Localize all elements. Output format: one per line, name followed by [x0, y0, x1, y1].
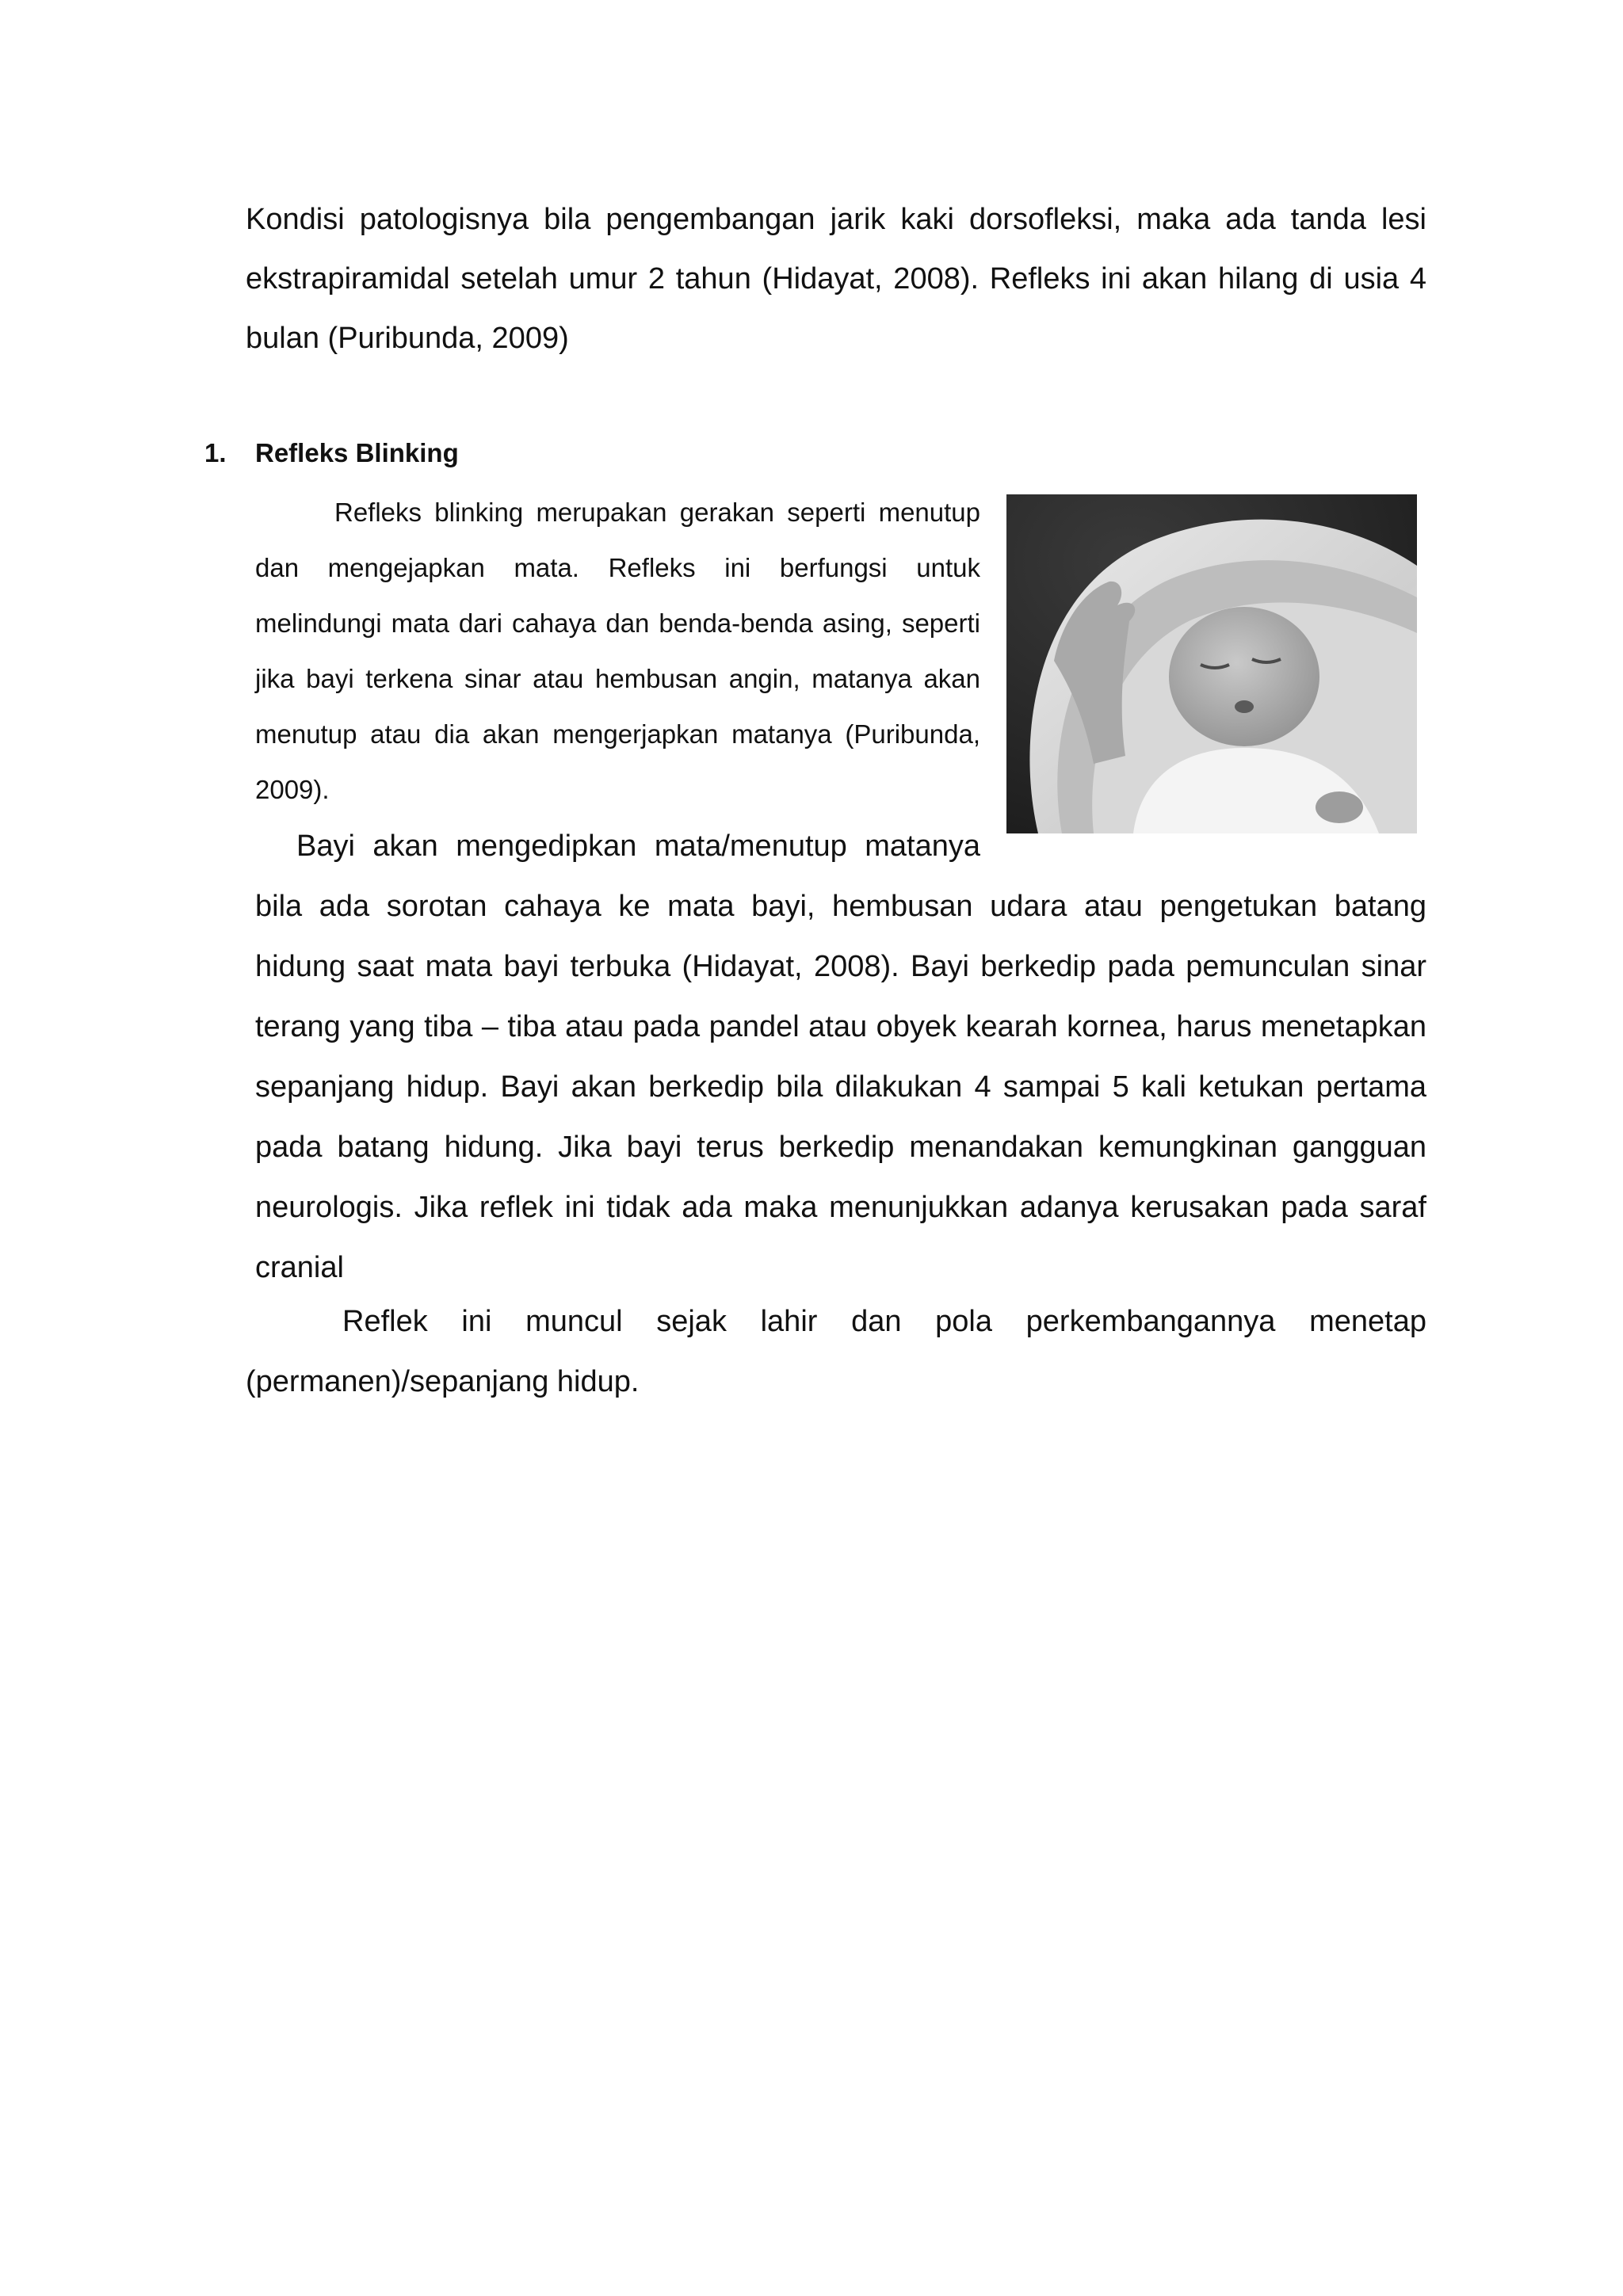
- intro-text: Kondisi patologisnya bila pengembangan jarik kaki dorsofleksi, maka ada tanda lesi ekstrapiramidal setelah umur 2 tahun (Hidayat, 2008). Refleks ini akan hilang di usia 4 bulan (Puribunda, 2009): [246, 203, 1426, 355]
- section-number: 1.: [204, 438, 227, 467]
- blinking-response-text: bila ada sorotan cahaya ke mata bayi, hembusan udara atau pengetukan batang hidung saat mata bayi terbuka (Hidayat, 2008). Bayi berkedip pada pemunculan sinar terang yang tiba – tiba atau pada pandel atau obyek kearah kornea, harus menetapkan sepanjang hidup. Bayi akan berkedip bila dilakukan 4 sampai 5 kali ketukan pertama pada batang hidung. Jika bayi terus berkedip menandakan kemungkinan gangguan neurologis. Jika reflek ini tidak ada maka menunjukkan adanya kerusakan pada saraf cranial: [255, 890, 1426, 1284]
- sleeping-baby-photo: [1006, 494, 1417, 833]
- section-title: Refleks Blinking: [255, 438, 459, 467]
- reflex-permanence-text: Reflek ini muncul sejak lahir dan pola perkembangannya menetap (permanen)/sepanjang hidup.: [246, 1305, 1426, 1398]
- intro-paragraph: [246, 190, 1426, 368]
- blinking-response-first-line: [255, 816, 980, 876]
- blinking-response-paragraph: [255, 876, 1426, 1298]
- section-heading: [204, 434, 459, 472]
- blinking-definition-text: Refleks blinking merupakan gerakan seperti menutup dan mengejapkan mata. Refleks ini berfungsi untuk melindungi mata dari cahaya dan benda-benda asing, seperti jika bayi terkena sinar atau hembusan angin, matanya akan menutup atau dia akan mengerjapkan matanya (Puribunda, 2009).: [255, 498, 980, 804]
- sleeping-baby-icon: [1006, 494, 1417, 833]
- blinking-response-first-line-text: Bayi akan mengedipkan mata/menutup matanya: [296, 830, 980, 863]
- reflex-permanence-paragraph: [246, 1291, 1426, 1412]
- blinking-definition-paragraph: [255, 485, 980, 818]
